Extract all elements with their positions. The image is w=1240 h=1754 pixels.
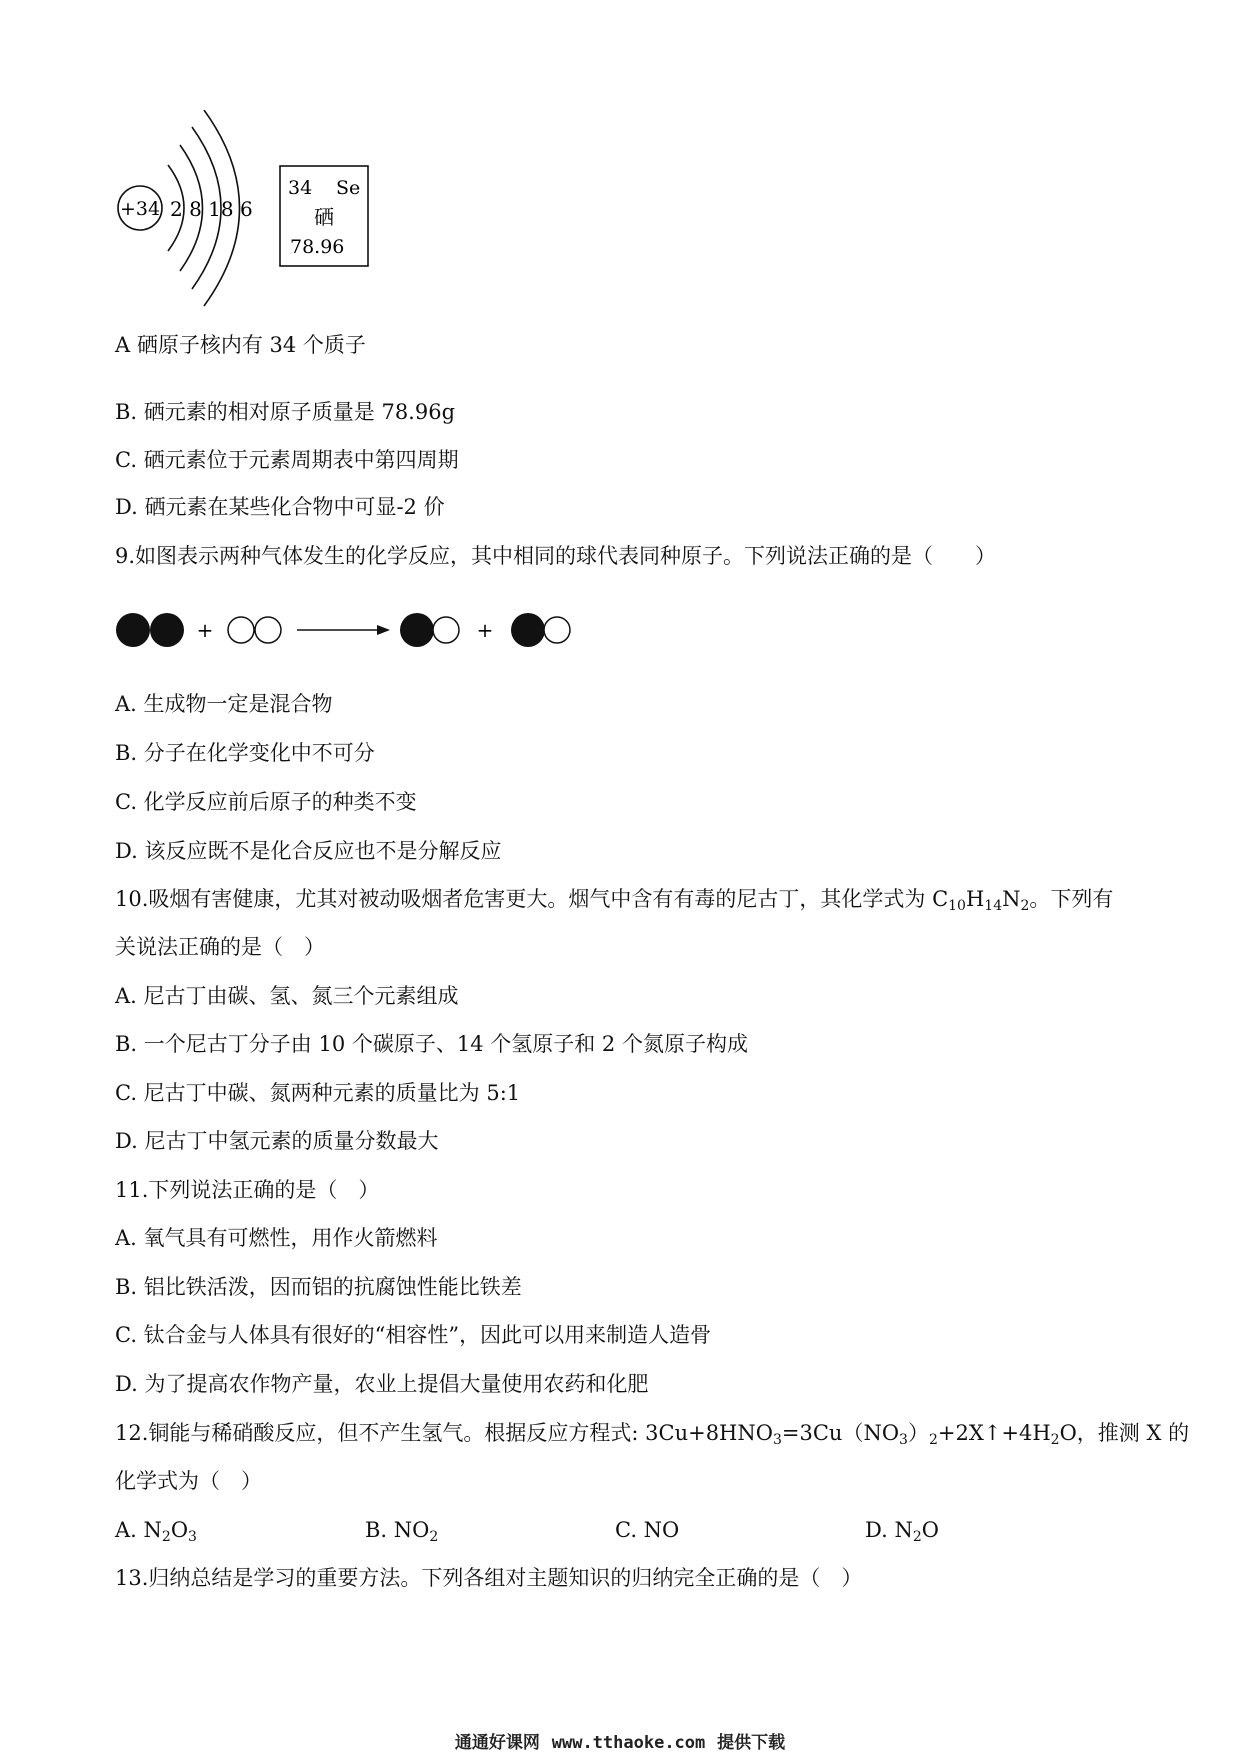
q11-option-c: C. 钛合金与人体具有很好的“相容性”，因此可以用来制造人造骨 xyxy=(115,1323,712,1347)
q12-part3: ） xyxy=(907,1421,929,1445)
q10-option-a: A. 尼古丁由碳、氢、氮三个元素组成 xyxy=(115,984,459,1008)
plus-sign-2: + xyxy=(476,618,494,642)
q11-option-a: A. 氧气具有可燃性，用作火箭燃料 xyxy=(115,1226,438,1250)
q10-stem-suffix: 。下列有 xyxy=(1029,887,1114,911)
q9-stem: 9.如图表示两种气体发生的化学反应，其中相同的球代表同种原子。下列说法正确的是（ ） xyxy=(115,544,997,568)
q12-part1: 12.铜能与稀硝酸反应，但不产生氢气。根据反应方程式: 3Cu+8HNO xyxy=(115,1421,773,1445)
product2-atom-black xyxy=(511,613,545,647)
product1-atom-black xyxy=(400,613,434,647)
plus-sign-1: + xyxy=(196,618,214,642)
q9-option-c: C. 化学反应前后原子的种类不变 xyxy=(115,790,417,814)
shell-electron-counts: 2 8 18 6 xyxy=(170,197,253,221)
footer-url[interactable]: www.tthaoke.com xyxy=(551,1733,706,1753)
q12-sub-3a: 3 xyxy=(772,1432,782,1448)
element-name: 硒 xyxy=(314,205,334,229)
q10-n: N xyxy=(1002,887,1021,911)
reactant1-atom-2 xyxy=(150,613,184,647)
q11-option-d: D. 为了提高农作物产量，农业上提倡大量使用农药和化肥 xyxy=(115,1372,649,1396)
q10-option-c: C. 尼古丁中碳、氮两种元素的质量比为 5:1 xyxy=(115,1081,521,1105)
q12-option-d: D. $N_2O$ xyxy=(865,1518,939,1545)
q13-stem: 13.归纳总结是学习的重要方法。下列各组对主题知识的归纳完全正确的是（ ） xyxy=(115,1566,863,1590)
q10-h: H xyxy=(965,887,985,911)
q12-option-c: C. NO xyxy=(615,1518,680,1542)
q12-stem-line1 xyxy=(115,1418,1189,1448)
q9-option-b: B. 分子在化学变化中不可分 xyxy=(115,741,375,765)
reactant2-atom-2 xyxy=(255,617,281,643)
q12-part4: +2X↑+4H xyxy=(937,1421,1051,1445)
q10-option-b: B. 一个尼古丁分子由 10 个碳原子、14 个氢原子和 2 个氮原子构成 xyxy=(115,1032,748,1056)
nucleus-charge: +34 xyxy=(119,198,161,220)
product2-atom-white xyxy=(544,617,570,643)
q12-sub-2b: 2 xyxy=(1050,1432,1060,1448)
element-symbol: Se xyxy=(336,177,361,199)
selenium-atom-diagram xyxy=(110,110,390,310)
q11-stem: 11.下列说法正确的是（ ） xyxy=(115,1178,380,1202)
q10-stem-line1 xyxy=(115,884,1113,914)
q10-sub-14: 14 xyxy=(984,898,1003,914)
q12-option-b: B. $NO_2$ xyxy=(365,1518,439,1545)
element-atomic-mass: 78.96 xyxy=(290,236,345,258)
product1-atom-white xyxy=(433,617,459,643)
q10-sub-2: 2 xyxy=(1020,898,1030,914)
q10-option-d: D. 尼古丁中氢元素的质量分数最大 xyxy=(115,1129,439,1153)
q9-option-a: A. 生成物一定是混合物 xyxy=(115,692,333,716)
element-atomic-number: 34 xyxy=(288,177,313,199)
q8-option-d: D. 硒元素在某些化合物中可显-2 价 xyxy=(115,495,445,519)
footer-download-text: 提供下载 xyxy=(717,1733,786,1753)
q12-part2: =3Cu（NO xyxy=(781,1421,900,1445)
footer-site-name: 通通好课网 xyxy=(454,1733,540,1753)
q11-option-b: B. 铝比铁活泼，因而铝的抗腐蚀性能比铁差 xyxy=(115,1275,522,1299)
q10-stem-prefix: 10.吸烟有害健康，尤其对被动吸烟者危害更大。烟气中含有有毒的尼古丁，其化学式为 C xyxy=(115,887,949,911)
q12-sub-2a: 2 xyxy=(928,1432,938,1448)
q12-part5: O，推测 X 的 xyxy=(1059,1421,1190,1445)
q10-sub-10: 10 xyxy=(948,898,966,914)
q8-option-c: C. 硒元素位于元素周期表中第四周期 xyxy=(115,448,459,472)
reaction-arrow-head xyxy=(377,625,390,635)
q8-option-b: B. 硒元素的相对原子质量是 78.96g xyxy=(115,400,456,424)
q10-stem-line2: 关说法正确的是（ ） xyxy=(115,935,325,959)
q9-reaction-diagram xyxy=(115,605,595,655)
page-footer xyxy=(0,1728,1240,1753)
q12-stem-line2: 化学式为（ ） xyxy=(115,1469,262,1493)
q12-sub-3b: 3 xyxy=(899,1432,908,1448)
q9-option-d: D. 该反应既不是化合反应也不是分解反应 xyxy=(115,839,502,863)
reactant1-atom-1 xyxy=(116,613,150,647)
q12-option-a: A. $N_2O_3$ xyxy=(115,1518,197,1545)
reactant2-atom-1 xyxy=(228,617,254,643)
q8-option-a: A 硒原子核内有 34 个质子 xyxy=(115,333,366,357)
